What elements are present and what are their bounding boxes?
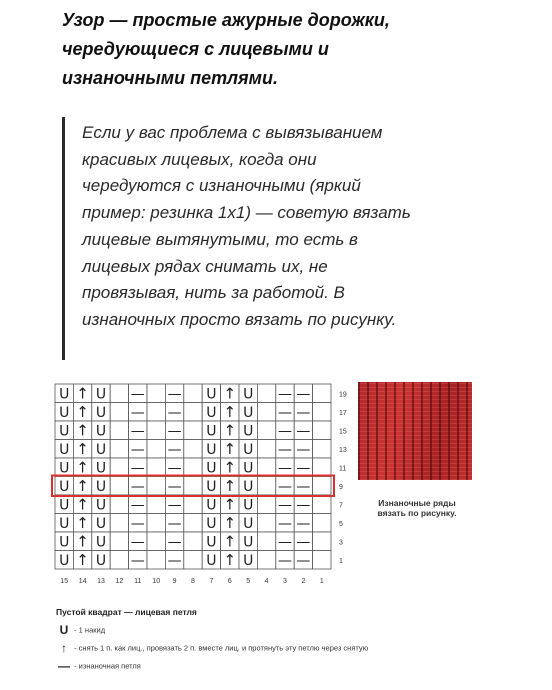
chart-cell — [313, 477, 331, 496]
chart-cell — [257, 384, 275, 403]
dash-icon: — — [278, 441, 292, 458]
dash-icon: — — [296, 552, 311, 569]
dash-icon: — — [296, 386, 311, 403]
yarn-over-icon: U — [95, 404, 107, 421]
yarn-over-icon: U — [59, 497, 70, 514]
chart-cell — [184, 551, 202, 570]
column-label: 8 — [191, 578, 195, 585]
column-label: 13 — [97, 578, 105, 585]
article-heading — [62, 6, 502, 93]
chart-cell — [257, 495, 275, 514]
dash-icon: — — [278, 386, 292, 403]
arrow-up-icon: ↑ — [76, 513, 89, 532]
quote-line: изнаночных просто вязать по рисунку. — [82, 309, 397, 329]
dash-icon: — — [278, 515, 292, 532]
row-label: 11 — [339, 465, 347, 473]
yarn-over-icon: U — [243, 497, 254, 514]
yarn-over-icon: U — [206, 478, 217, 495]
chart-cell — [257, 403, 275, 422]
chart-cell — [110, 384, 128, 403]
chart-cell — [184, 477, 202, 496]
dash-icon: — — [130, 460, 145, 477]
column-label: 9 — [172, 578, 177, 585]
chart-cell — [147, 551, 165, 570]
chart-cell — [257, 514, 275, 533]
chart-cell — [147, 384, 165, 403]
arrow-up-icon: ↑ — [223, 495, 237, 514]
arrow-up-icon: ↑ — [223, 439, 237, 458]
chart-cell — [110, 421, 128, 440]
dash-icon: — — [296, 515, 311, 532]
photo-note — [362, 498, 472, 518]
column-label: 14 — [78, 578, 87, 585]
quote-block — [82, 120, 522, 334]
column-label: 4 — [264, 578, 269, 585]
chart-cell — [313, 440, 331, 459]
legend-text: - изнаночная петля — [74, 661, 141, 671]
column-label: 1 — [319, 578, 324, 585]
dash-icon: — — [167, 497, 182, 514]
dash-icon: — — [130, 441, 145, 458]
yarn-over-icon: U — [243, 478, 254, 495]
chart-cell — [257, 551, 275, 570]
dash-icon: — — [278, 460, 292, 477]
chart-cell — [147, 440, 165, 459]
yarn-over-icon: U — [59, 404, 70, 421]
yarn-over-icon: U — [206, 497, 217, 514]
yarn-over-icon: U — [243, 534, 254, 551]
yarn-over-icon: U — [59, 623, 69, 637]
arrow-up-icon: ↑ — [76, 476, 89, 495]
quote-line: красивых лицевых, когда они — [82, 149, 317, 169]
row-label: 15 — [339, 428, 347, 436]
row-label: 13 — [339, 446, 347, 454]
photo-note-line: Изнаночные ряды — [378, 498, 456, 508]
arrow-up-icon: ↑ — [223, 532, 237, 551]
column-label: 7 — [209, 578, 214, 585]
chart-cell — [184, 495, 202, 514]
dash-icon: — — [296, 478, 311, 495]
dash-icon: — — [58, 659, 70, 673]
dash-icon: — — [130, 478, 145, 495]
heading-line: чередующиеся с лицевыми и — [62, 39, 329, 59]
yarn-over-icon: U — [243, 386, 254, 403]
dash-icon: — — [130, 497, 145, 514]
column-label: 5 — [246, 578, 251, 585]
quote-line: чередуются с изнаночными (яркий — [82, 176, 361, 196]
yarn-over-icon: U — [243, 404, 254, 421]
yarn-over-icon: U — [206, 423, 217, 440]
yarn-over-icon: U — [243, 460, 254, 477]
chart-cell — [313, 532, 331, 551]
knitting-chart-image — [0, 374, 552, 690]
legend-title: Пустой квадрат — лицевая петля — [56, 607, 197, 617]
yarn-over-icon: U — [95, 478, 107, 495]
dash-icon: — — [130, 423, 145, 440]
chart-cell — [184, 421, 202, 440]
dash-icon: — — [130, 386, 145, 403]
arrow-up-icon: ↑ — [76, 439, 89, 458]
arrow-up-icon: ↑ — [76, 402, 89, 421]
dash-icon: — — [167, 423, 182, 440]
quote-line: лицевые вытянутыми, то есть в — [82, 229, 358, 249]
yarn-over-icon: U — [243, 423, 254, 440]
dash-icon: — — [296, 460, 311, 477]
quote-line: пример: резинка 1х1) — советую вязать — [82, 203, 411, 223]
arrow-up-icon: ↑ — [76, 384, 89, 403]
dash-icon: — — [167, 441, 182, 458]
chart-cell — [184, 440, 202, 459]
dash-icon: — — [296, 423, 311, 440]
chart-cell — [110, 551, 128, 570]
chart-cell — [147, 495, 165, 514]
dash-icon: — — [278, 534, 292, 551]
yarn-over-icon: U — [243, 441, 254, 458]
quote-line: провязывая, нить за работой. В — [82, 283, 345, 303]
photo-note-line: вязать по рисунку. — [377, 508, 457, 518]
yarn-over-icon: U — [59, 441, 70, 458]
dash-icon: — — [278, 478, 292, 495]
yarn-over-icon: U — [59, 534, 70, 551]
dash-icon: — — [296, 497, 311, 514]
quote-line: лицевых рядах снимать их, не — [82, 256, 328, 276]
chart-cell — [184, 514, 202, 533]
legend-item-purl — [56, 659, 141, 673]
dash-icon: — — [167, 404, 182, 421]
yarn-over-icon: U — [59, 460, 70, 477]
chart-cell — [313, 514, 331, 533]
row-label: 17 — [339, 409, 347, 417]
legend-text: - 1 накид — [74, 625, 106, 635]
yarn-over-icon: U — [95, 497, 107, 514]
yarn-over-icon: U — [243, 515, 254, 532]
chart-cell — [257, 458, 275, 477]
chart-cell — [110, 440, 128, 459]
chart-cell — [110, 403, 128, 422]
dash-icon: — — [278, 497, 292, 514]
yarn-over-icon: U — [59, 386, 70, 403]
dash-icon: — — [278, 423, 292, 440]
chart-cell — [110, 495, 128, 514]
dash-icon: — — [296, 404, 311, 421]
dash-icon: — — [167, 515, 182, 532]
yarn-over-icon: U — [95, 552, 107, 569]
yarn-over-icon: U — [95, 441, 107, 458]
yarn-over-icon: U — [59, 423, 70, 440]
row-label: 7 — [339, 502, 343, 510]
yarn-over-icon: U — [95, 534, 107, 551]
arrow-up-icon: ↑ — [223, 421, 237, 440]
yarn-over-icon: U — [95, 423, 107, 440]
row-label: 3 — [339, 539, 343, 547]
chart-cell — [257, 421, 275, 440]
chart-cell — [147, 532, 165, 551]
chart-cell — [147, 458, 165, 477]
yarn-over-icon: U — [206, 515, 217, 532]
column-label: 10 — [152, 578, 161, 585]
chart-cell — [184, 532, 202, 551]
arrow-up-icon: ↑ — [223, 550, 237, 569]
chart-cell — [313, 384, 331, 403]
arrow-up-icon: ↑ — [76, 421, 89, 440]
dash-icon: — — [167, 552, 182, 569]
yarn-over-icon: U — [95, 386, 107, 403]
yarn-over-icon: U — [95, 460, 107, 477]
arrow-up-icon: ↑ — [76, 495, 89, 514]
column-label: 11 — [134, 578, 142, 585]
column-label: 2 — [301, 578, 306, 585]
yarn-over-icon: U — [206, 386, 217, 403]
yarn-over-icon: U — [95, 515, 107, 532]
chart-cell — [184, 384, 202, 403]
yarn-over-icon: U — [206, 441, 217, 458]
chart-cell — [257, 440, 275, 459]
yarn-over-icon: U — [59, 515, 70, 532]
dash-icon: — — [130, 404, 145, 421]
chart-cell — [184, 458, 202, 477]
chart-cell — [110, 458, 128, 477]
column-label: 6 — [227, 578, 232, 585]
column-label: 15 — [60, 578, 69, 585]
yarn-over-icon: U — [243, 552, 254, 569]
dash-icon: — — [167, 534, 182, 551]
chart-cell — [257, 477, 275, 496]
yarn-over-icon: U — [206, 404, 217, 421]
legend-text: - снять 1 п. как лиц., провязать 2 п. вместе лиц. и протянуть эту петлю через снятую — [74, 643, 369, 653]
quote-line: Если у вас проблема с вывязыванием — [82, 123, 383, 142]
yarn-over-icon: U — [59, 552, 70, 569]
chart-cell — [147, 403, 165, 422]
arrow-up-icon: ↑ — [223, 384, 237, 403]
chart-cell — [110, 477, 128, 496]
heading-line: изнаночными петлями. — [62, 68, 278, 88]
arrow-up-icon: ↑ — [223, 402, 237, 421]
yarn-over-icon: U — [206, 552, 217, 569]
arrow-up-icon: ↑ — [223, 513, 237, 532]
heading-line: Узор — простые ажурные дорожки, — [62, 10, 390, 30]
legend-item-decrease — [56, 641, 368, 655]
arrow-up-icon: ↑ — [223, 476, 237, 495]
dash-icon: — — [278, 404, 292, 421]
arrow-up-icon: ↑ — [223, 458, 237, 477]
quote-bar — [62, 117, 65, 360]
dash-icon: — — [130, 552, 145, 569]
dash-icon: — — [130, 534, 145, 551]
yarn-over-icon: U — [206, 460, 217, 477]
chart-cell — [313, 551, 331, 570]
arrow-up-icon: ↑ — [76, 532, 89, 551]
column-label: 12 — [115, 578, 124, 585]
chart-cell — [147, 477, 165, 496]
dash-icon: — — [130, 515, 145, 532]
chart-cell — [313, 458, 331, 477]
chart-cell — [147, 421, 165, 440]
dash-icon: — — [167, 460, 182, 477]
column-label: 3 — [283, 578, 287, 585]
legend-item-yarn-over — [56, 623, 105, 637]
yarn-over-icon: U — [59, 478, 70, 495]
arrow-up-icon: ↑ — [76, 550, 89, 569]
chart-cell — [110, 532, 128, 551]
red-knitted-fabric-photo — [358, 382, 472, 480]
chart-cell — [110, 514, 128, 533]
chart-cell — [257, 532, 275, 551]
chart-cell — [313, 403, 331, 422]
yarn-over-icon: U — [206, 534, 217, 551]
row-label: 9 — [339, 483, 343, 491]
chart-cell — [147, 514, 165, 533]
row-label: 1 — [339, 557, 343, 565]
dash-icon: — — [278, 552, 292, 569]
chart-cell — [184, 403, 202, 422]
row-label: 5 — [339, 520, 343, 528]
dash-icon: — — [296, 441, 311, 458]
dash-icon: — — [296, 534, 311, 551]
arrow-up-icon: ↑ — [76, 458, 89, 477]
dash-icon: — — [167, 386, 182, 403]
row-label: 19 — [339, 391, 347, 399]
chart-cell — [313, 495, 331, 514]
dash-icon: — — [167, 478, 182, 495]
arrow-up-icon: ↑ — [61, 641, 67, 655]
chart-cell — [313, 421, 331, 440]
